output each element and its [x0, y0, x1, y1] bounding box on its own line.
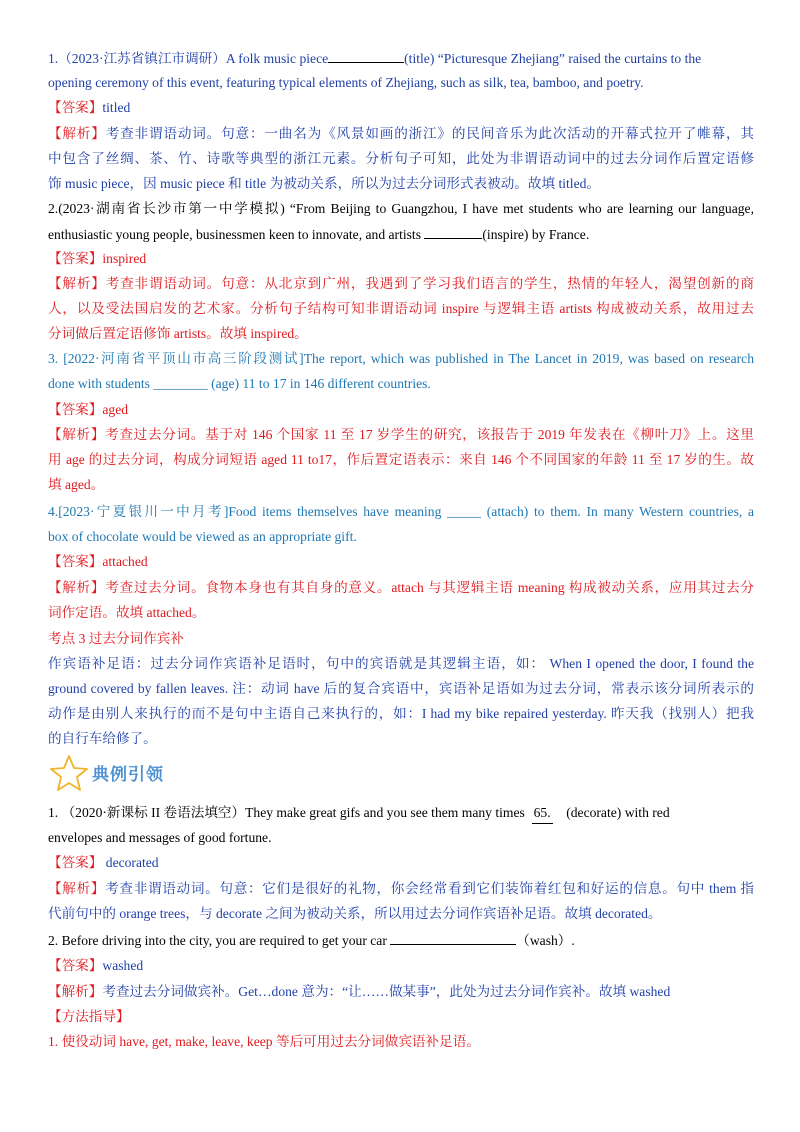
q2-answer: 【答案】inspired — [48, 251, 147, 266]
q4-analysis-line2: 词作定语。故填 attached。 — [48, 605, 206, 620]
q3-answer: 【答案】aged — [48, 402, 129, 417]
method-line1: 1. 使役动词 have, get, make, leave, keep 等后可用过去分词做宾语补足语。 — [48, 1034, 480, 1049]
ex1-analysis-line2: 代前句中的 orange trees，与 decorate 之间为被动关系，所以用过去分词作宾语补足语。故填 decorated。 — [48, 906, 662, 921]
q2-line2: enthusiastic young people, businessmen keen to innovate, and artists (inspire) by France. — [48, 224, 754, 245]
q1-line2: opening ceremony of this event, featuring typical elements of Zhejiang, such as silk, tea, bamboo, and poetry. — [48, 75, 644, 90]
ex2-blank — [390, 930, 516, 945]
q2-line1: 2.(2023·湖南省长沙市第一中学模拟) “From Beijing to Guangzhou, I have met students who are learning our language, — [48, 201, 754, 216]
q3-line1: 3. [2022·河南省平顶山市高三阶段测试]The report, which was published in The Lancet in 2019, was based on research — [48, 351, 754, 366]
q2-analysis-line2: 人，以及受法国启发的艺术家。分析句子结构可知非谓语动词 inspire 与逻辑主语 artists 构成被动关系，故用过去 — [48, 301, 754, 316]
ex1-blank: 65. — [532, 803, 553, 824]
point3-line4: 的自行车给修了。 — [48, 731, 157, 746]
q2-analysis-line1: 【解析】考查非谓语动词。句意：从北京到广州，我遇到了学习我们语言的学生，热情的年轻人，渴望创新的商 — [48, 276, 754, 291]
q1-analysis-line3: 饰 music piece，因 music piece 和 title 为被动关系，所以为过去分词形式表被动。故填 titled。 — [48, 176, 600, 191]
q4-analysis-line1: 【解析】考查过去分词。食物本身也有其自身的意义。attach 与其逻辑主语 meaning 构成被动关系，应用其过去分 — [48, 580, 755, 595]
q3-analysis-line3: 填 aged。 — [48, 477, 105, 492]
point3-title: 考点 3 过去分词作宾补 — [48, 631, 184, 646]
q1-analysis-line2: 中包含了丝绸、茶、竹、诗歌等典型的浙江元素。分析句子可知，此处为非谓语动词中的过去分词作后置定语修 — [48, 151, 754, 166]
q4-line1: 4.[2023·宁夏银川一中月考]Food items themselves have meaning _____ (attach) to them. In many Western countries, a — [48, 504, 754, 519]
q1-answer: 【答案】titled — [48, 100, 131, 115]
ex2-answer: 【答案】washed — [48, 958, 144, 973]
q1-line1: 1.（2023·江苏省镇江市调研）A folk music piece (title) “Picturesque Zhejiang” raised the curtains to the — [48, 48, 754, 69]
q1-analysis-line1: 【解析】考查非谓语动词。句意：一曲名为《风景如画的浙江》的民间音乐为此次活动的开幕式拉开了帷幕，其 — [48, 126, 754, 141]
ex1-line1: 1. （2020·新课标 II 卷语法填空）They make great gifs and you see them many times 65. (decorate) with red — [48, 803, 754, 824]
point3-line3: 动作是由别人来执行的而不是句中主语自己来执行的，如：I had my bike repaired yesterday. 昨天我（找别人）把我 — [48, 706, 754, 721]
q4-answer: 【答案】attached — [48, 554, 148, 569]
point3-line1: 作宾语补足语：过去分词作宾语补足语时，句中的宾语就是其逻辑主语，如： When I opened the door, I found the — [48, 656, 754, 671]
ex1-line2: envelopes and messages of good fortune. — [48, 830, 272, 845]
star-icon — [48, 753, 90, 793]
ex2-line1: 2. Before driving into the city, you are required to get your car （wash）. — [48, 930, 754, 951]
q2-blank — [424, 224, 482, 239]
q3-analysis-line2: 用 age 的过去分词，构成分词短语 aged 11 to17，作后置定语表示：来自 146 个不同国家的年龄 11 至 17 岁的生。故 — [48, 452, 754, 467]
q4-line2: box of chocolate would be viewed as an appropriate gift. — [48, 529, 357, 544]
q1-blank — [328, 48, 404, 63]
method-tag: 【方法指导】 — [48, 1009, 130, 1024]
q2-analysis-line3: 分词做后置定语修饰 artists。故填 inspired。 — [48, 326, 308, 341]
ex1-analysis-line1: 【解析】考查非谓语动词。句意：它们是很好的礼物，你会经常看到它们装饰着红包和好运的信息。句中 them 指 — [48, 881, 754, 896]
example-heading — [48, 753, 348, 793]
q3-analysis-line1: 【解析】考查过去分词。基于对 146 个国家 11 至 17 岁学生的研究，该报告于 2019 年发表在《柳叶刀》上。这里 — [48, 427, 754, 442]
ex1-answer: 【答案】 decorated — [48, 855, 159, 870]
example-heading-text: 典例引领 — [92, 765, 164, 785]
q3-line2: done with students ________ (age) 11 to 17 in 146 different countries. — [48, 376, 431, 391]
point3-line2: ground covered by fallen leaves. 注：动词 have 后的复合宾语中，宾语补足语如为过去分词，常表示该分词所表示的 — [48, 681, 754, 696]
ex2-analysis-line1: 【解析】考查过去分词做宾补。Get…done 意为：“让……做某事”，此处为过去分词作宾补。故填 washed — [48, 984, 671, 999]
